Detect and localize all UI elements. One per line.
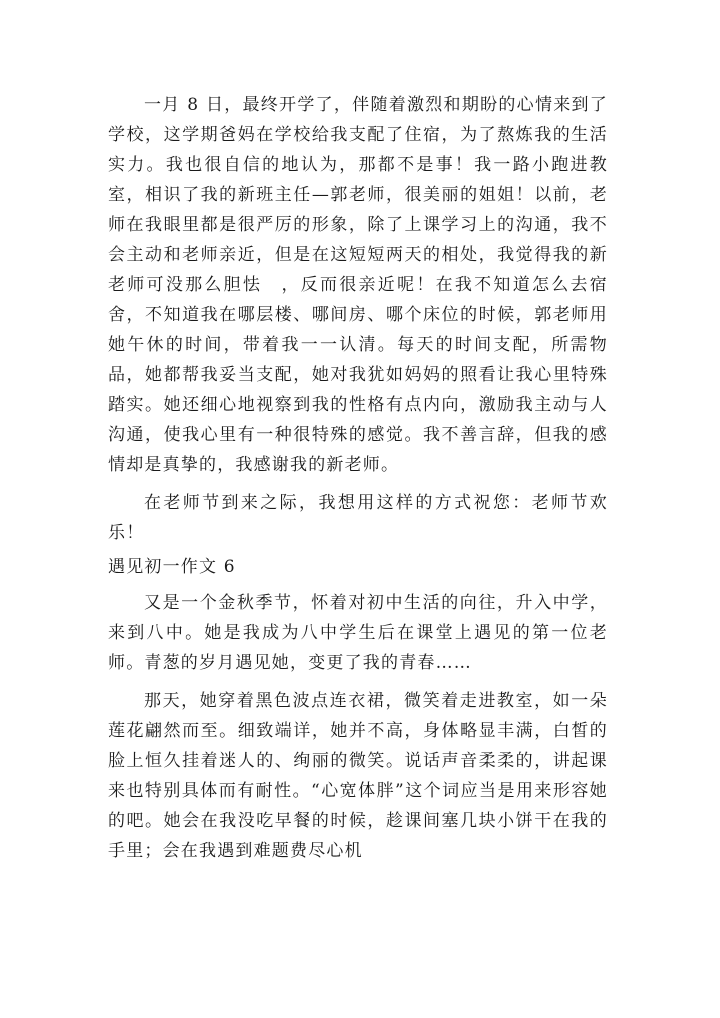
paragraph-gap bbox=[108, 678, 608, 686]
document-page bbox=[108, 90, 608, 866]
paragraph-teacher-description: 那天，她穿着黑色波点连衣裙，微笑着走进教室，如一朵莲花翩然而至。细致端详，她并不高，身体略显丰满，白皙的脸上恒久挂着迷人的、绚丽的微笑。说话声音柔柔的，讲起课来也特别具体而有耐性。“心宽体胖”这个词应当是用来形容她的吧。她会在我没吃早餐的时候，趁课间塞几块小饼干在我的手里；会在我遇到难题费尽心机 bbox=[108, 691, 608, 861]
paragraph-new-teacher: 一月 8 日，最终开学了，伴随着激烈和期盼的心情来到了学校，这学期爸妈在学校给我支配了住宿，为了熬炼我的生活实力。我也很自信的地认为，那都不是事！我一路小跑进教室，相识了我的新班主任—郭老师，很美丽的姐姐！以前，老师在我眼里都是很严厉的形象，除了上课学习上的沟通，我不会主动和老师亲近，但是在这短短两天的相处，我觉得我的新老师可没那么胆怯 ，反而很亲近呢！在我不知道怎么去宿舍，不知道我在哪层楼、哪间房、哪个床位的时候，郭老师用她午休的时间，带着我一一认清。每天的时间支配，所需物品，她都帮我妥当支配，她对我犹如妈妈的照看让我心里特殊踏实。她还细心地视察到我的性格有点内向，激励我主动与人沟通，使我心里有一种很特殊的感觉。我不善言辞，但我的感情却是真挚的，我感谢我的新老师。 bbox=[108, 95, 608, 475]
section-title: 遇见初一作文 6 bbox=[108, 557, 236, 577]
paragraph-autumn-intro: 又是一个金秋季节，怀着对初中生活的向往，升入中学，来到八中。她是我成为八中学生后在课堂上遇见的第一位老师。青葱的岁月遇见她，变更了我的青春…… bbox=[108, 593, 608, 673]
paragraph-gap bbox=[108, 480, 608, 488]
paragraph-teachers-day-wish: 在老师节到来之际，我想用这样的方式祝您：老师节欢乐！ bbox=[108, 493, 608, 543]
